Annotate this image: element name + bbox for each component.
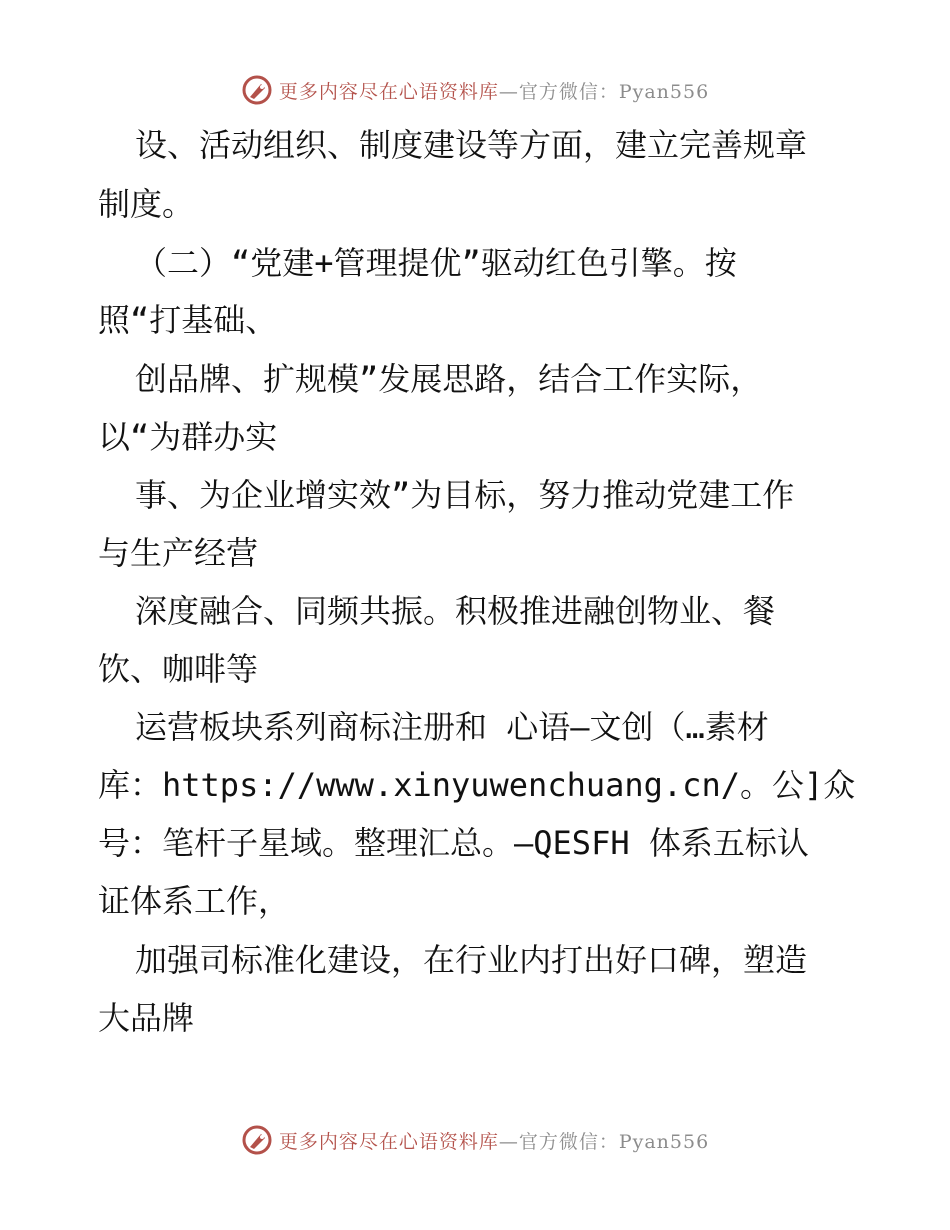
body-line: （二）“党建+管理提优”驱动红色引擎。按 [135, 244, 737, 282]
body-line: 与生产经营 [98, 534, 259, 572]
body-line: 号：笔杆子星域。整理汇总。—QESFH 体系五标认 [98, 824, 809, 862]
watermark-title: 更多内容尽在心语资料库 [278, 1130, 499, 1153]
watermark-title: 更多内容尽在心语资料库 [278, 80, 499, 103]
watermark-separator: — [498, 80, 519, 103]
body-line: 创品牌、扩规模”发展思路，结合工作实际， [135, 360, 763, 398]
body-line: 以“为群办实 [98, 418, 278, 456]
body-line: 大品牌 [98, 999, 195, 1037]
body-line: 事、为企业增实效”为目标，努力推动党建工作 [135, 476, 795, 514]
body-line: 照“打基础、 [98, 301, 278, 339]
watermark-banner-bottom [0, 1120, 950, 1160]
body-line: 库：https://www.xinyuwenchuang.cn/。公]众 [98, 766, 856, 804]
watermark-contact: 官方微信：Pyan556 [518, 1130, 710, 1153]
watermark-banner-top [0, 70, 950, 110]
body-line: 设、活动组织、制度建设等方面，建立完善规章 [135, 126, 808, 164]
body-line: 加强司标准化建设，在行业内打出好口碑，塑造 [135, 941, 808, 979]
pen-nib-logo-icon [241, 1124, 273, 1156]
body-line: 深度融合、同频共振。积极推进融创物业、餐 [135, 592, 776, 630]
body-line: 制度。 [98, 185, 195, 223]
watermark-separator: — [498, 1130, 519, 1153]
body-line: 饮、咖啡等 [98, 650, 259, 688]
body-line: 运营板块系列商标注册和 心语—文创（…素材 [135, 708, 769, 746]
body-line: 证体系工作， [98, 882, 291, 920]
watermark-contact: 官方微信：Pyan556 [518, 80, 710, 103]
pen-nib-logo-icon [241, 74, 273, 106]
